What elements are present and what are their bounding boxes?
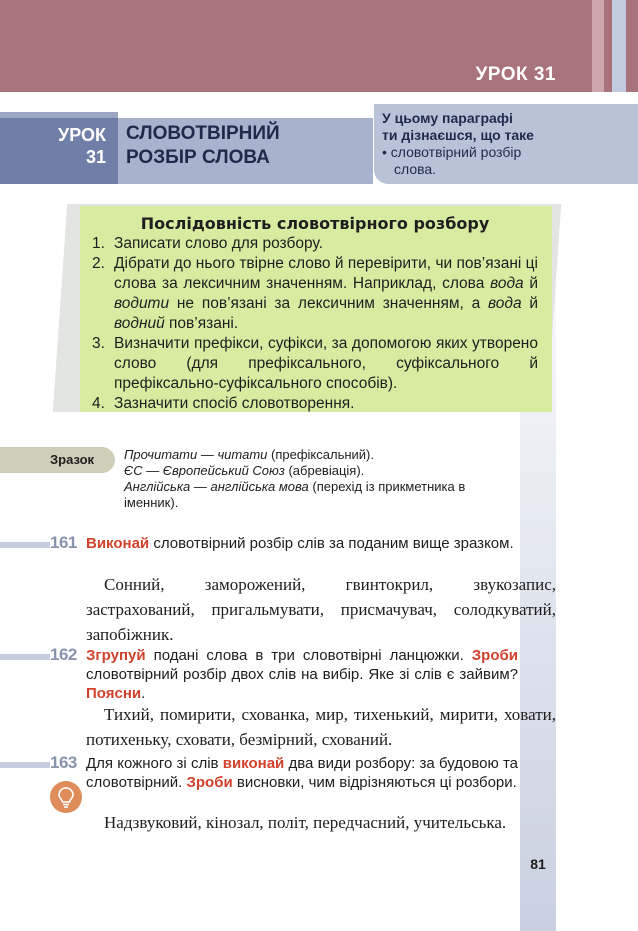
example-word: вода: [488, 295, 522, 312]
lesson-tag: [0, 118, 118, 184]
page-number: 81: [530, 856, 546, 872]
step-text: [114, 394, 538, 414]
exercise-number: 162: [50, 645, 77, 664]
learning-goals-box: [374, 104, 638, 184]
lesson-title-line: РОЗБІР СЛОВА: [126, 147, 270, 168]
step-text-part: Записати слово для розбору.: [114, 235, 323, 252]
sample-example: Англійська — англійська мова: [124, 479, 309, 494]
exercise-words: Сонний, заморожений, гвинтокрил, звукозапис, застрахований, пригальмувати, присмачувач, солодкуватий, запобіжник.: [86, 575, 556, 644]
step-text-part: й: [523, 275, 539, 292]
exercise-bar: [0, 762, 50, 768]
step-number: 3.: [92, 335, 105, 352]
goals-heading: У цьому параграфі: [382, 110, 513, 126]
example-word: вода: [490, 275, 524, 292]
task-verb: Поясни: [86, 685, 142, 702]
task-verb: Зроби: [471, 647, 518, 664]
task-text: словотвірний розбір слів за поданим вище зразком.: [149, 535, 514, 552]
task-text: словотвірний розбір двох слів на вибір. Яке зі слів є зайвим?: [86, 666, 518, 683]
step-text-part: Дібрати до нього твірне слово й перевірити, чи пов’язані ці слова за лексичним значенням. Наприклад, слова: [114, 255, 538, 292]
example-word: водний: [114, 315, 165, 332]
step-text-part: Визначити префікси, суфікси, за допомогою яких утворено слово (для префіксального, суфіксального й префіксально-суфіксального способів).: [114, 335, 538, 392]
sample-label: Зразок: [0, 447, 115, 473]
banner-title: УРОК 31: [475, 64, 556, 85]
step-number: 1.: [92, 235, 105, 252]
goals-heading: ти дізнаєшся, що таке: [382, 127, 534, 143]
sample-note: (абревіація).: [284, 463, 365, 478]
step-number: 4.: [92, 395, 105, 412]
task-verb: Виконай: [86, 535, 150, 552]
exercise-number: 163: [50, 753, 77, 772]
lesson-tag-number: 31: [85, 147, 106, 167]
step-number: 2.: [92, 255, 105, 272]
exercise-task: [86, 646, 518, 703]
step-text: [114, 254, 538, 334]
lightbulb-icon: [50, 781, 82, 813]
goals-item: слова.: [394, 161, 437, 177]
exercise-words: Надзвуковий, кінозал, політ, передчасний, учительська.: [104, 813, 507, 832]
example-word: водити: [114, 295, 170, 312]
step-text-part: й: [521, 295, 538, 312]
task-text: два види розбору: за будовою та словотвірний.: [86, 755, 518, 791]
task-verb: Згрупуй: [86, 647, 146, 664]
step-text-part: не пов’язані за лексичним значенням, а: [169, 295, 488, 312]
sample-note: (перехід із прикметника в іменник).: [124, 479, 466, 510]
task-text: подані слова в три словотвірні ланцюжки.: [145, 647, 472, 664]
exercise-bar: [0, 542, 50, 548]
exercise-bar: [0, 654, 50, 660]
task-text: висновки, чим відрізняються ці розбори.: [232, 774, 517, 791]
steps-list: [92, 234, 538, 414]
lesson-title: [126, 122, 366, 170]
step-text: [114, 234, 538, 254]
exercise-task: [86, 534, 518, 553]
banner-stripe: [612, 0, 626, 92]
exercise-number: 161: [50, 533, 77, 552]
sample-line: [124, 479, 510, 511]
sample-line: [124, 463, 510, 479]
sample-text: [124, 447, 510, 511]
exercise-words: Тихий, помирити, схованка, мир, тихенький, мирити, ховати, потихеньку, сховати, безмірний, схований.: [86, 705, 556, 749]
step-item: [92, 334, 538, 394]
step-item: [92, 394, 538, 414]
banner-stripe: [592, 0, 604, 92]
sample-note: (префіксальний).: [267, 447, 374, 462]
step-item: [92, 254, 538, 334]
step-text-part: пов’язані.: [164, 315, 239, 332]
sample-example: Прочитати — читати: [124, 447, 268, 462]
rule-box: [80, 206, 552, 412]
lesson-title-line: СЛОВОТВІРНИЙ: [126, 123, 280, 144]
goals-item: • словотвірний розбір: [382, 144, 522, 160]
step-text: [114, 334, 538, 394]
lesson-tag-word: УРОК: [58, 125, 106, 145]
step-item: [92, 234, 538, 254]
exercise-task: [86, 754, 518, 792]
sample-example: ЄС — Європейський Союз: [124, 463, 285, 478]
rule-box-title: Послідовність словотвірного розбору: [140, 214, 490, 233]
task-verb: Зроби: [186, 774, 233, 791]
sample-line: [124, 447, 510, 463]
task-text: .: [141, 685, 146, 702]
step-text-part: Зазначити спосіб словотворення.: [114, 395, 355, 412]
task-text: Для кожного зі слів: [86, 755, 223, 772]
task-verb: виконай: [222, 755, 285, 772]
